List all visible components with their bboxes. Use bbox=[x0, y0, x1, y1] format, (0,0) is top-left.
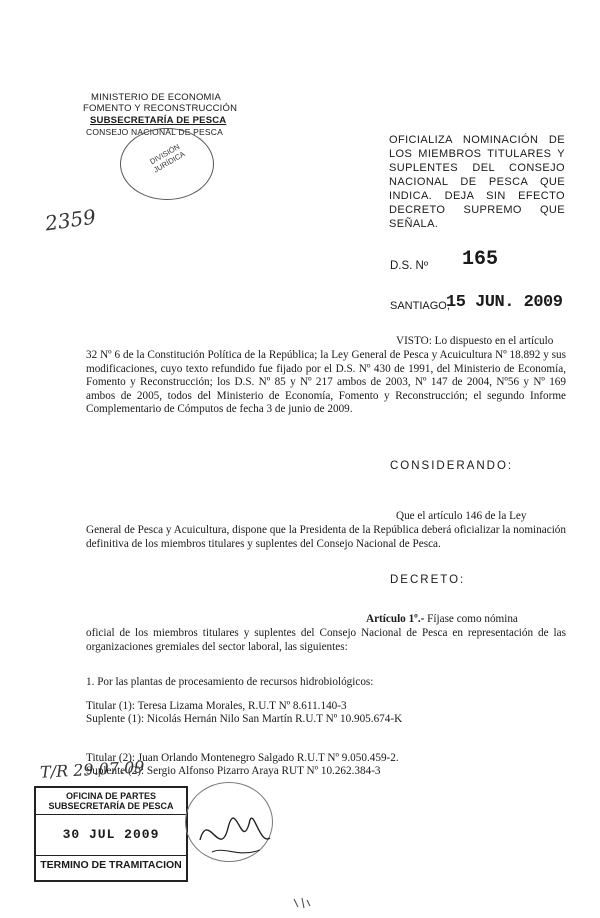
considerando-heading: CONSIDERANDO: bbox=[390, 460, 514, 472]
article-lead bbox=[366, 613, 566, 627]
title-line: DECRETO SUPREMO QUE bbox=[389, 204, 565, 216]
considerando-body: General de Pesca y Acuicultura, dispone que la Presidenta de la República deberá oficializar la nominación definitiva de los miembros titulares y suplentes del Consejo Nacional de Pesca. bbox=[86, 524, 566, 550]
decree-label: D.S. Nº bbox=[390, 260, 429, 272]
letterhead-subsecretaria: SUBSECRETARÍA DE PESCA bbox=[90, 115, 227, 126]
stamp-date: 30 JUL 2009 bbox=[62, 827, 160, 842]
stamp-office: OFICINA DE PARTES bbox=[65, 791, 156, 801]
stamp-subsecretaria: SUBSECRETARÍA DE PESCA bbox=[48, 801, 174, 811]
title-line: OFICIALIZA NOMINACIÓN DE bbox=[389, 134, 565, 146]
member-line: Suplente (2): Sergio Alfonso Pizarro Araya RUT Nº 10.262.384-3 bbox=[86, 765, 381, 777]
member-line: Titular (1): Teresa Lizama Morales, R.U.T Nº 8.611.140-3 bbox=[86, 700, 347, 712]
letterhead-consejo: CONSEJO NACIONAL DE PESCA bbox=[86, 127, 223, 137]
juridica-seal bbox=[120, 128, 214, 200]
stamp-footer: TERMINO DE TRAMITACION bbox=[40, 859, 182, 871]
letterhead-ministry: MINISTERIO DE ECONOMIA bbox=[91, 92, 222, 103]
article-body: oficial de los miembros titulares y suplentes del Consejo Nacional de Pesca en representación de las organizaciones gremiales del sector laboral, las siguientes: bbox=[86, 627, 566, 653]
title-line: INDICA. DEJA SIN EFECTO bbox=[389, 190, 565, 202]
signature-icon bbox=[190, 800, 280, 870]
item-1: 1. Por las plantas de procesamiento de recursos hidrobiológicos: bbox=[86, 676, 374, 688]
decree-title bbox=[389, 133, 565, 231]
member-line: Titular (2): Juan Orlando Montenegro Salgado R.U.T Nº 9.050.459-2. bbox=[86, 752, 399, 764]
title-line: NACIONAL DE PESCA QUE bbox=[389, 176, 565, 188]
handwritten-date: T/R 29.07.09 bbox=[39, 757, 145, 782]
decree-date: 15 JUN. 2009 bbox=[446, 293, 563, 312]
seal-text: DIVISIÓN JURÍDICA bbox=[148, 141, 187, 175]
title-line: SEÑALA. bbox=[389, 218, 439, 230]
member-line: Suplente (1): Nicolás Hernán Nilo San Martín R.U.T Nº 10.905.674-K bbox=[86, 713, 403, 725]
office-stamp bbox=[34, 786, 188, 882]
decree-number: 165 bbox=[462, 248, 499, 271]
visto-lead bbox=[396, 335, 566, 349]
visto-first: Lo dispuesto en el artículo bbox=[434, 335, 554, 347]
place: SANTIAGO, bbox=[390, 300, 450, 312]
article-label: Artículo 1º.- bbox=[366, 613, 425, 625]
letterhead-ministry-sub: FOMENTO Y RECONSTRUCCIÓN bbox=[83, 103, 238, 114]
article-first: Fíjase como nómina bbox=[427, 613, 518, 625]
title-line: LOS MIEMBROS TITULARES Y bbox=[389, 148, 565, 160]
visto-body: 32 Nº 6 de la Constitución Política de la República; la Ley General de Pesca y Acuicultura Nº 18.892 y sus modificaciones, cuyo texto refundido fue fijado por el D.S. Nº 430 de 1991, del Ministerio de Economía, Fomento y Reconstrucción; los D.S. Nº 85 y Nº 217 ambos de 2003, Nº 147 de 2004, Nº56 y Nº 169 ambos de 2005, todos del Ministerio de Economía, Fomento y Reconstrucción; el segundo Informe Complementario de Cómputos de fecha 3 de junio de 2009. bbox=[86, 349, 566, 416]
decreto-heading: DECRETO: bbox=[390, 574, 466, 586]
considerando-first: Que el artículo 146 de la Ley bbox=[396, 510, 527, 522]
handwritten-number: 2359 bbox=[43, 204, 98, 236]
visto-label: VISTO: bbox=[396, 335, 432, 347]
title-line: SUPLENTES DEL CONSEJO bbox=[389, 162, 565, 174]
scan-mark-icon bbox=[292, 896, 312, 910]
